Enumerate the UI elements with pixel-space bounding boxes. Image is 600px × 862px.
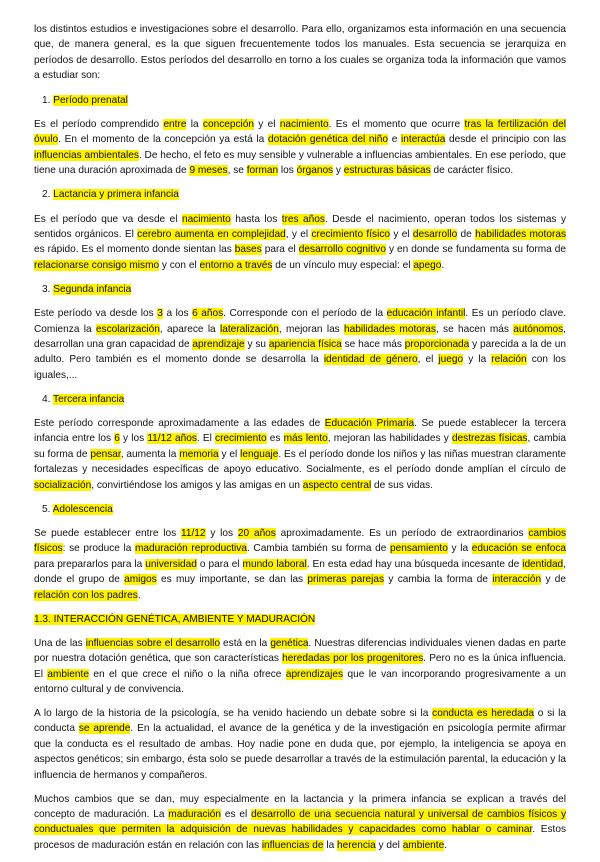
highlighted-text: 6 años bbox=[192, 308, 224, 320]
heading-highlight: 1.3. INTERACCIÓN GENÉTICA, AMBIENTE Y MADURACIÓN bbox=[34, 613, 316, 625]
highlighted-text: socialización bbox=[34, 479, 92, 491]
section13-paragraph-3: Muchos cambios que se dan, muy especialmente en la lactancia y la primera infancia se explican a través del concepto de maduración. La maduración es el desarrollo de una secuencia natural y universal de cambios físicos y conductuales que permiten la adquisición de nuevas habilidades y capacidades como hablar o caminar. Estos procesos de maduración están en relación con las influencias de la herencia y del ambiente. bbox=[34, 793, 566, 851]
highlighted-text: forman bbox=[246, 165, 279, 177]
highlighted-text: nacimiento bbox=[279, 119, 329, 131]
highlighted-text: lateralización bbox=[220, 323, 279, 335]
highlighted-text: apego bbox=[413, 259, 442, 271]
section-paragraph-lactancia: Es el período que va desde el nacimiento hasta los tres años. Desde el nacimiento, operan todos los sistemas y sentidos orgánicos. El cerebro aumenta en complejidad, y el crecimiento físico y el desarrollo de habilidades motoras es rápido. Es el momento donde sientan las bases para el desarrollo cognitivo y en donde se fundamenta su forma de relacionarse consigo mismo y con el entorno a través de un vínculo muy especial: el apego. bbox=[34, 213, 566, 271]
highlighted-text: aspecto central bbox=[302, 479, 372, 491]
highlighted-text: ambiente bbox=[47, 668, 89, 680]
highlighted-text: cerebro aumenta en complejidad bbox=[137, 228, 286, 240]
highlighted-text: crecimiento bbox=[215, 433, 267, 445]
highlighted-text: educación infantil bbox=[386, 308, 466, 320]
highlighted-text: 11/12 años bbox=[147, 433, 197, 445]
section-heading-tercera-infancia: 4. Tercera infancia bbox=[42, 393, 125, 405]
intro-paragraph: los distintos estudios e investigaciones sobre el desarrollo. Para ello, organizamos esta información en una secuencia que, de manera general, es la que siguen frecuentemente todos los manuales. Esta secuencia se jerarquiza en períodos de desarrollo. Estos períodos del desarrollo en torno a los cuales se organiza toda la información que vamos a estudiar son: bbox=[34, 24, 566, 82]
highlighted-text: primeras parejas bbox=[307, 574, 385, 586]
highlighted-text: juego bbox=[438, 354, 464, 366]
highlighted-text: relacionarse consigo mismo bbox=[34, 259, 160, 271]
highlighted-text: influencias ambientales bbox=[34, 149, 139, 161]
heading-highlight: Lactancia y primera infancia bbox=[53, 189, 179, 201]
heading-highlight: Adolescencia bbox=[52, 503, 113, 515]
highlighted-text: relación bbox=[491, 354, 527, 366]
section-heading-segunda-infancia: 3. Segunda infancia bbox=[42, 283, 132, 295]
highlighted-text: Educación Primaria bbox=[324, 418, 415, 430]
highlighted-text: tres años bbox=[281, 213, 325, 225]
highlighted-text: 3 bbox=[157, 308, 163, 320]
section-heading-adolescencia: 5. Adolescencia bbox=[42, 503, 113, 515]
highlighted-text: se aprende bbox=[78, 723, 131, 735]
highlighted-text: aprendizaje bbox=[192, 338, 245, 350]
highlighted-text: 11/12 bbox=[180, 527, 206, 539]
highlighted-text: habilidades motoras bbox=[344, 323, 436, 335]
section-paragraph-segunda-infancia: Este período va desde los 3 a los 6 años. Corresponde con el período de la educación infantil. Es un período clave. Comienza la escolarización, aparece la lateralización, mejoran las habilidades motoras, se hacen más autónomos, desarrollan una gran capacidad de aprendizaje y su apariencia física se hace más proporcionada y parecida a la de un adulto. Pero también es el momento donde se desarrolla la identidad de género, el juego y la relación con los iguales,... bbox=[34, 308, 566, 381]
highlighted-text: relación con los padres bbox=[34, 589, 138, 601]
highlighted-text: maduración reproductiva bbox=[135, 543, 247, 555]
highlighted-text: 9 meses bbox=[189, 165, 228, 177]
section13-paragraph-1: Una de las influencias sobre el desarrollo está en la genética. Nuestras diferencias individuales vienen dadas en parte por nuestra dotación genética, que son características heredadas por los progenitores. Pero no es la única influencia. El ambiente en el que crece el niño o la niña ofrece aprendizajes que le van incorporando progresivamente a un entorno cultural y de convivencia. bbox=[34, 637, 566, 696]
highlighted-text: órganos bbox=[296, 165, 334, 177]
highlighted-text: lenguaje bbox=[240, 448, 279, 460]
highlighted-text: cambios físicos bbox=[34, 527, 566, 555]
highlighted-text: memoria bbox=[179, 448, 219, 460]
highlighted-text: proporcionada bbox=[404, 338, 470, 350]
highlighted-text: habilidades motoras bbox=[475, 228, 566, 240]
highlighted-text: desarrollo cognitivo bbox=[298, 244, 386, 256]
document-page bbox=[34, 22, 566, 862]
highlighted-text: escolarización bbox=[95, 323, 160, 335]
highlighted-text: pensamiento bbox=[390, 543, 448, 555]
highlighted-text: autónomos bbox=[513, 323, 564, 335]
highlighted-text: interacción bbox=[492, 574, 542, 586]
highlighted-text: apariencia física bbox=[268, 338, 342, 350]
highlighted-text: maduración bbox=[168, 808, 222, 820]
highlighted-text: 6 bbox=[114, 433, 120, 445]
highlighted-text: desarrollo bbox=[412, 228, 458, 240]
highlighted-text: más lento bbox=[283, 433, 328, 445]
highlighted-text: heredadas por los progenitores bbox=[282, 653, 424, 665]
highlighted-text: entorno a través bbox=[199, 259, 273, 271]
highlighted-text: nacimiento bbox=[181, 213, 231, 225]
heading-highlight: Tercera infancia bbox=[53, 393, 125, 405]
highlighted-text: desarrollo de una secuencia natural y universal de cambios físicos y conductuales que permiten la adquisición de nuevas habilidades y capacidades como hablar o caminar bbox=[34, 808, 566, 836]
section-paragraph-adolescencia: Se puede establecer entre los 11/12 y los 20 años aproximadamente. Es un período de extraordinarios cambios físicos: se produce la maduración reproductiva. Cambia también su forma de pensamiento y la educación se enfoca para prepararlos para la universidad o para el mundo laboral. En esta edad hay una búsqueda incesante de identidad, donde el grupo de amigos es muy importante, se dan las primeras parejas y cambia la forma de interacción y de relación con los padres. bbox=[34, 527, 567, 601]
highlighted-text: ambiente bbox=[402, 839, 445, 851]
highlighted-text: 20 años bbox=[237, 527, 276, 539]
highlighted-text: universidad bbox=[145, 558, 197, 570]
highlighted-text: identidad bbox=[522, 558, 564, 570]
highlighted-text: educación se enfoca bbox=[471, 543, 567, 555]
highlighted-text: dotación genética del niño bbox=[268, 134, 388, 146]
highlighted-text: tras la fertilización del óvulo bbox=[34, 119, 566, 146]
highlighted-text: pensar bbox=[90, 448, 121, 460]
heading-highlight: Segunda infancia bbox=[53, 283, 132, 295]
section-paragraph-prenatal: Es el período comprendido entre la concepción y el nacimiento. Es el momento que ocurre tras la fertilización del óvulo. En el momento de la concepción ya está la dotación genética del niño e interactúa desde el principio con las influencias ambientales. De hecho, el feto es muy sensible y vulnerable a influencias ambientales. En ese período, que tiene una duración aproximada de 9 meses, se forman los órganos y estructuras básicas de carácter físico. bbox=[34, 119, 566, 177]
highlighted-text: conducta es heredada bbox=[432, 708, 534, 720]
highlighted-text: entre bbox=[163, 119, 187, 131]
highlighted-text: crecimiento físico bbox=[311, 228, 390, 240]
section13-paragraph-2: A lo largo de la historia de la psicología, se ha venido haciendo un debate sobre si la conducta es heredada o si la conducta se aprende. En la actualidad, el avance de la genética y de la investigación en psicología permite afirmar que la conducta es el resultado de ambas. Hoy nadie pone en duda que, por ejemplo, la inteligencia se apoya en aspectos genéticos; sin embargo, ésta solo se puede desarrollar a través de la estimulación parental, la educación y la influencia de hermanos y compañeros. bbox=[34, 708, 566, 781]
highlighted-text: aprendizajes bbox=[285, 668, 344, 680]
highlighted-text: amigos bbox=[124, 574, 157, 586]
section-heading-lactancia: 2. Lactancia y primera infancia bbox=[42, 189, 179, 201]
highlighted-text: genética bbox=[270, 637, 309, 649]
heading-highlight: Período prenatal bbox=[53, 94, 128, 106]
section-heading-1-3 bbox=[34, 612, 566, 627]
highlighted-text: identidad de género bbox=[323, 354, 418, 366]
highlighted-text: concepción bbox=[202, 119, 254, 131]
highlighted-text: interactúa bbox=[401, 134, 446, 146]
highlighted-text: influencias de bbox=[261, 839, 324, 851]
section-heading-prenatal: 1. Período prenatal bbox=[42, 94, 128, 106]
highlighted-text: bases bbox=[234, 244, 262, 256]
highlighted-text: herencia bbox=[337, 839, 376, 851]
highlighted-text: destrezas físicas bbox=[451, 433, 528, 445]
section-paragraph-tercera-infancia: Este período corresponde aproximadamente a las edades de Educación Primaria. Se puede establecer la tercera infancia entre los 6 y los 11/12 años. El crecimiento es más lento, mejoran las habilidades y destrezas físicas, cambia su forma de pensar, aumenta la memoria y el lenguaje. Es el período donde los niños y las niñas muestran claramente fortalezas y necesidades específicas de apoyo educativo. Socialmente, es el período donde amplían el círculo de socialización, convirtiéndose los amigos y las amigas en un aspecto central de sus vidas. bbox=[34, 418, 566, 491]
highlighted-text: estructuras básicas bbox=[343, 165, 431, 177]
highlighted-text: influencias sobre el desarrollo bbox=[85, 637, 220, 649]
highlighted-text: mundo laboral bbox=[242, 558, 307, 570]
